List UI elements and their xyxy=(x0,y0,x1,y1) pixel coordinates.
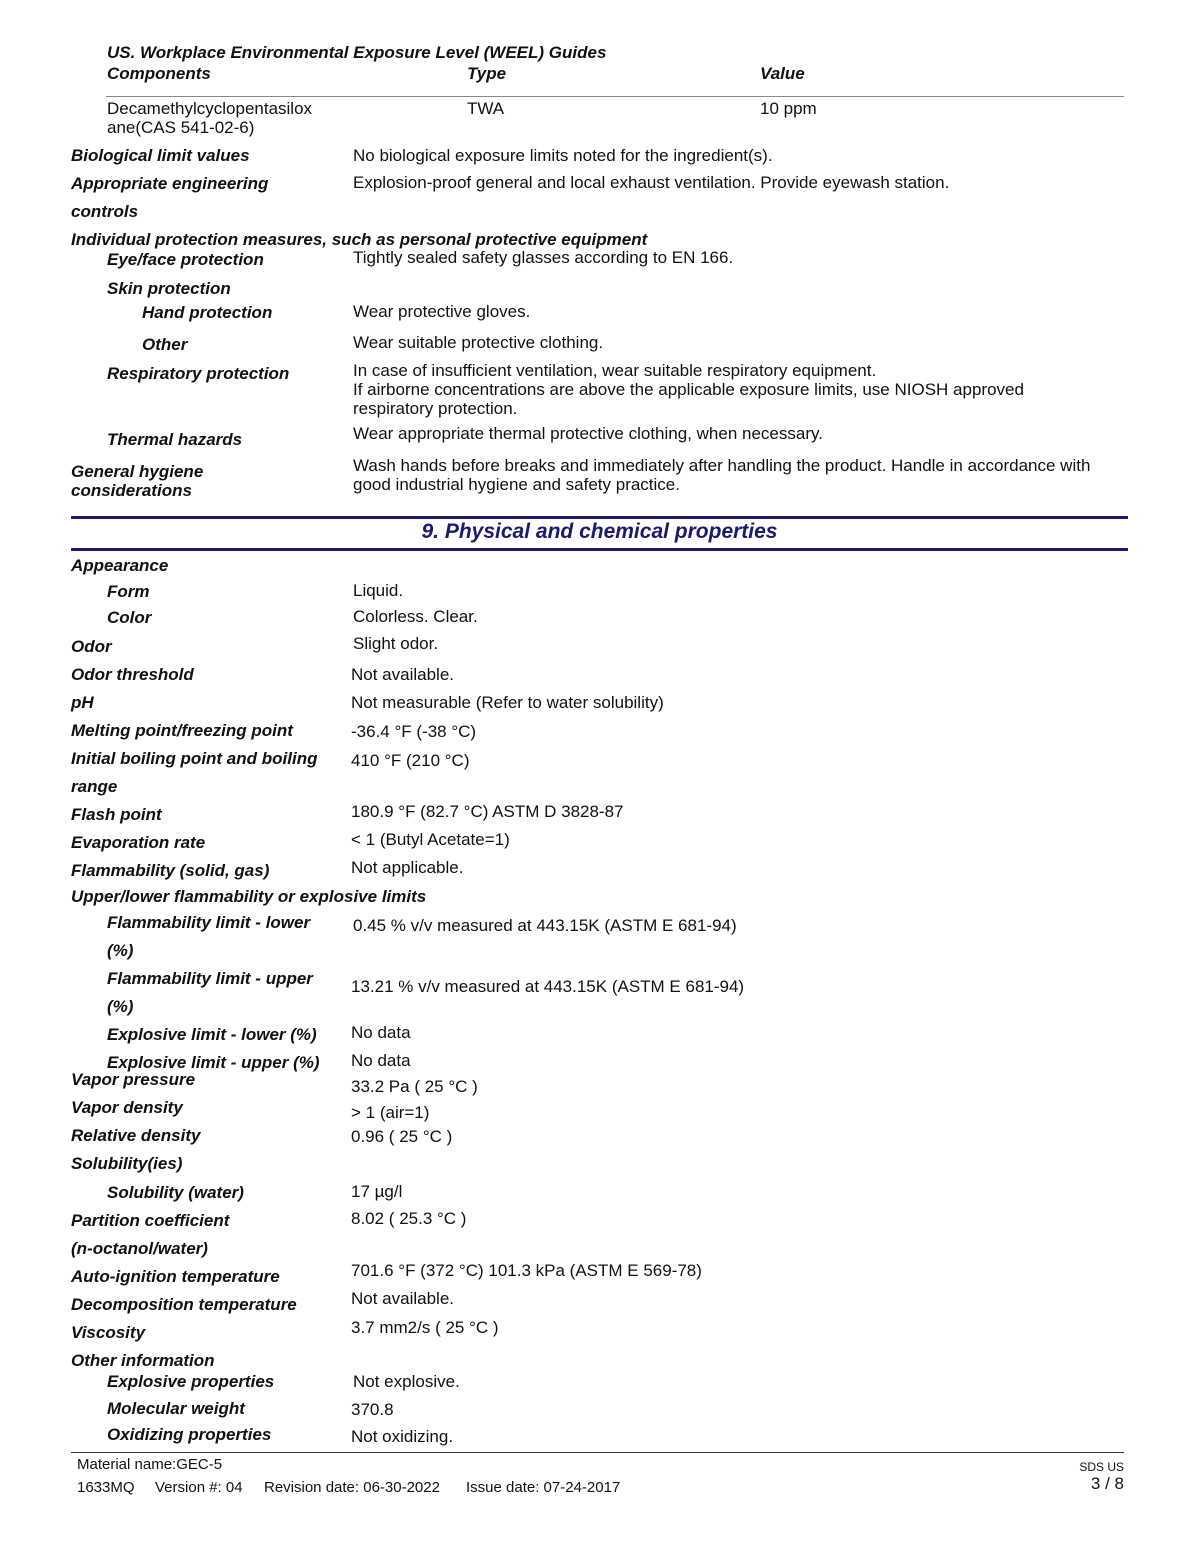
decomposition-label: Decomposition temperature xyxy=(71,1295,297,1314)
weel-value: 10 ppm xyxy=(760,99,817,118)
flam-upper-value: 13.21 % v/v measured at 443.15K (ASTM E 681-94) xyxy=(351,977,745,996)
respiratory-value-line1: In case of insufficient ventilation, wear suitable respiratory equipment. xyxy=(353,361,877,380)
weel-header-components: Components xyxy=(107,64,211,83)
molecular-weight-value: 370.8 xyxy=(351,1400,394,1419)
eng-controls-label-line1: Appropriate engineering xyxy=(71,174,269,193)
thermal-hazards-value: Wear appropriate thermal protective clothing, when necessary. xyxy=(353,424,823,443)
ppe-heading: Individual protection measures, such as personal protective equipment xyxy=(71,230,648,249)
footer-product-code: 1633MQ xyxy=(77,1479,135,1496)
evaporation-rate-label: Evaporation rate xyxy=(71,833,206,852)
molecular-weight-label: Molecular weight xyxy=(107,1399,245,1418)
evaporation-rate-value: < 1 (Butyl Acetate=1) xyxy=(351,830,510,849)
ph-value: Not measurable (Refer to water solubility) xyxy=(351,693,664,712)
auto-ignition-label: Auto-ignition temperature xyxy=(71,1267,280,1286)
solubility-water-value: 17 µg/l xyxy=(351,1182,403,1201)
hand-protection-value: Wear protective gloves. xyxy=(353,302,531,321)
weel-header-type: Type xyxy=(467,64,507,83)
respiratory-value-line2: If airborne concentrations are above the applicable exposure limits, use NIOSH approved xyxy=(353,380,1024,399)
partition-label-line2: (n-octanol/water) xyxy=(71,1239,208,1258)
melting-point-label: Melting point/freezing point xyxy=(71,721,293,740)
thermal-hazards-label: Thermal hazards xyxy=(107,430,243,449)
flam-lower-label-line1: Flammability limit - lower xyxy=(107,913,311,932)
boiling-point-label-line1: Initial boiling point and boiling xyxy=(71,749,318,768)
explosive-upper-label: Explosive limit - upper (%) xyxy=(107,1053,320,1072)
explosive-lower-value: No data xyxy=(351,1023,411,1042)
footer-rule xyxy=(71,1452,1124,1453)
hygiene-value-line1: Wash hands before breaks and immediately after handling the product. Handle in accordance with xyxy=(353,456,1091,475)
partition-label-line1: Partition coefficient xyxy=(71,1211,230,1230)
ph-label: pH xyxy=(71,693,94,712)
explosive-lower-label: Explosive limit - lower (%) xyxy=(107,1025,317,1044)
odor-value: Slight odor. xyxy=(353,634,439,653)
flammability-label: Flammability (solid, gas) xyxy=(71,861,270,880)
eng-controls-label-line2: controls xyxy=(71,202,139,221)
viscosity-label: Viscosity xyxy=(71,1323,146,1342)
footer-sds-label: SDS US xyxy=(1079,1460,1124,1474)
eye-protection-label: Eye/face protection xyxy=(107,250,264,269)
weel-header-rule xyxy=(106,96,1124,97)
flam-upper-label-line2: (%) xyxy=(107,997,134,1016)
flam-lower-value: 0.45 % v/v measured at 443.15K (ASTM E 681-94) xyxy=(353,916,737,935)
hand-protection-label: Hand protection xyxy=(142,303,273,322)
footer-issue-date: Issue date: 07-24-2017 xyxy=(466,1479,621,1496)
solubility-label: Solubility(ies) xyxy=(71,1154,183,1173)
boiling-point-label-line2: range xyxy=(71,777,118,796)
limits-heading: Upper/lower flammability or explosive limits xyxy=(71,887,427,906)
flash-point-value: 180.9 °F (82.7 °C) ASTM D 3828-87 xyxy=(351,802,624,821)
explosive-upper-value: No data xyxy=(351,1051,411,1070)
flam-lower-label-line2: (%) xyxy=(107,941,134,960)
explosive-properties-value: Not explosive. xyxy=(353,1372,460,1391)
relative-density-value: 0.96 ( 25 °C ) xyxy=(351,1127,453,1146)
decomposition-value: Not available. xyxy=(351,1289,455,1308)
partition-value: 8.02 ( 25.3 °C ) xyxy=(351,1209,467,1228)
oxidizing-value: Not oxidizing. xyxy=(351,1427,454,1446)
odor-threshold-value: Not available. xyxy=(351,665,455,684)
eye-protection-value: Tightly sealed safety glasses according to EN 166. xyxy=(353,248,734,267)
odor-threshold-label: Odor threshold xyxy=(71,665,194,684)
bio-limit-value: No biological exposure limits noted for the ingredient(s). xyxy=(353,146,773,165)
hygiene-value-line2: good industrial hygiene and safety practice. xyxy=(353,475,680,494)
flam-upper-label-line1: Flammability limit - upper xyxy=(107,969,313,988)
color-value: Colorless. Clear. xyxy=(353,607,478,626)
vapor-density-value: > 1 (air=1) xyxy=(351,1103,430,1122)
footer-material-name: Material name:GEC-5 xyxy=(77,1456,223,1473)
solubility-water-label: Solubility (water) xyxy=(107,1183,244,1202)
other-protection-label: Other xyxy=(142,335,188,354)
bio-limit-label: Biological limit values xyxy=(71,146,250,165)
weel-title: US. Workplace Environmental Exposure Level (WEEL) Guides xyxy=(107,43,607,62)
section-rule-bottom xyxy=(71,548,1128,551)
flammability-value: Not applicable. xyxy=(351,858,464,877)
respiratory-label: Respiratory protection xyxy=(107,364,290,383)
odor-label: Odor xyxy=(71,637,112,656)
vapor-density-label: Vapor density xyxy=(71,1098,183,1117)
explosive-properties-label: Explosive properties xyxy=(107,1372,275,1391)
weel-component-line2: ane(CAS 541-02-6) xyxy=(107,118,255,137)
footer-version: Version #: 04 xyxy=(155,1479,243,1496)
footer-revision-date: Revision date: 06-30-2022 xyxy=(264,1479,440,1496)
hygiene-label-line2: considerations xyxy=(71,481,192,500)
vapor-pressure-value: 33.2 Pa ( 25 °C ) xyxy=(351,1077,478,1096)
weel-type: TWA xyxy=(467,99,505,118)
eng-controls-value: Explosion-proof general and local exhaust ventilation. Provide eyewash station. xyxy=(353,173,950,192)
flash-point-label: Flash point xyxy=(71,805,162,824)
skin-protection-label: Skin protection xyxy=(107,279,231,298)
weel-header-value: Value xyxy=(760,64,805,83)
viscosity-value: 3.7 mm2/s ( 25 °C ) xyxy=(351,1318,499,1337)
relative-density-label: Relative density xyxy=(71,1126,201,1145)
oxidizing-label: Oxidizing properties xyxy=(107,1425,272,1444)
footer-page-number: 3 / 8 xyxy=(1090,1474,1124,1493)
other-info-label: Other information xyxy=(71,1351,215,1370)
form-value: Liquid. xyxy=(353,581,404,600)
weel-component-line1: Decamethylcyclopentasilox xyxy=(107,99,313,118)
other-protection-value: Wear suitable protective clothing. xyxy=(353,333,604,352)
color-label: Color xyxy=(107,608,152,627)
hygiene-label-line1: General hygiene xyxy=(71,462,204,481)
respiratory-value-line3: respiratory protection. xyxy=(353,399,518,418)
appearance-label: Appearance xyxy=(71,556,169,575)
form-label: Form xyxy=(107,582,150,601)
boiling-point-value: 410 °F (210 °C) xyxy=(351,751,470,770)
auto-ignition-value: 701.6 °F (372 °C) 101.3 kPa (ASTM E 569-78) xyxy=(351,1261,702,1280)
vapor-pressure-label: Vapor pressure xyxy=(71,1070,196,1089)
melting-point-value: -36.4 °F (-38 °C) xyxy=(351,722,477,741)
section-title: 9. Physical and chemical properties xyxy=(421,520,778,543)
